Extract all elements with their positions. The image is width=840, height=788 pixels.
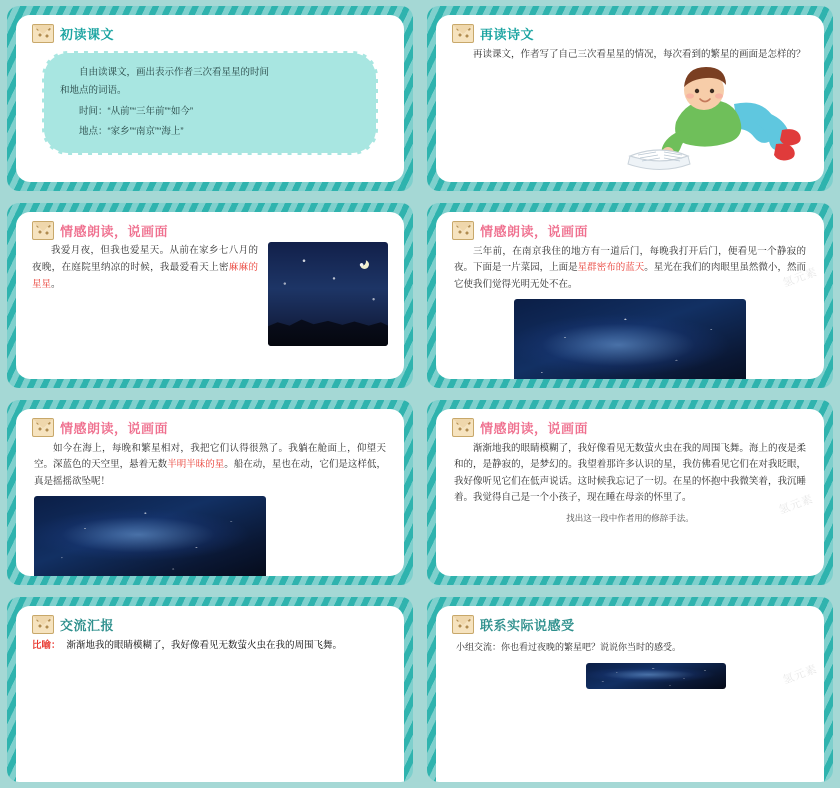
page-title: 交流汇报 <box>60 618 115 633</box>
slide-3-canvas <box>16 212 404 379</box>
page-title: 再读诗文 <box>480 27 535 42</box>
milky-way-photo <box>586 663 726 689</box>
slide-6-paragraph: 渐渐地我的眼睛模糊了，我好像看见无数萤火虫在我的周围飞舞。海上的夜是柔和的，是静寂的，是梦幻的。我望着那许多认识的星，我仿佛看见它们在对我眨眼，我好像听见它们在低声说话。这时候我忘记了一切。在星的怀抱中我微笑着，我沉睡着。我觉得自己是一个小孩子，现在睡在母亲的怀里了。 <box>454 443 806 503</box>
slide-5 <box>7 400 413 585</box>
slide-4 <box>427 203 833 388</box>
slide-7-canvas <box>16 606 404 782</box>
bubble-line-3: 时间：“从前”“三年前”“如今” <box>79 106 193 118</box>
slide-8 <box>427 597 833 782</box>
slide-7 <box>7 597 413 782</box>
text-plain-tail: 。 <box>51 279 61 291</box>
slide-5-canvas <box>16 409 404 576</box>
text-plain: 三年前，在南京我住的地方有一道后门，每晚我打开后门，便看见一个静寂的夜。下面是一片菜园，上面是 <box>454 246 806 274</box>
bubble-line-4: 地点：“家乡”“南京”“海上” <box>79 125 184 137</box>
envelope-icon <box>32 615 54 634</box>
watermark: 氢元素 <box>777 492 816 517</box>
instruction-bubble <box>42 51 378 155</box>
slide-2-header <box>436 15 824 43</box>
slide-3-content <box>16 240 404 346</box>
slide-1-header <box>16 15 404 43</box>
slide-3-header <box>16 212 404 240</box>
watermark: 氢元素 <box>781 265 820 290</box>
envelope-icon <box>452 221 474 240</box>
slide-6-note: 找出这一段中作者用的修辞手法。 <box>566 513 694 524</box>
envelope-icon <box>452 24 474 43</box>
moon-icon <box>357 257 366 266</box>
page-title: 联系实际说感受 <box>480 618 575 633</box>
page-title: 情感朗读，说画面 <box>480 224 589 239</box>
page-title: 情感朗读，说画面 <box>60 224 169 239</box>
page-title: 初读课文 <box>60 27 115 42</box>
bubble-line-1: 自由读课文，画出表示作者三次看星星的时间 <box>79 67 270 78</box>
slide-3-text <box>32 242 258 346</box>
slide-1-canvas <box>16 15 404 182</box>
slide-5-header <box>16 409 404 437</box>
text-plain: 如今在海上，每晚和繁星相对，我把它们认得很熟了。我躺在舱面上，仰望天空。深蓝色的天空里，悬着无数 <box>34 443 386 471</box>
text-plain-tail: 。船在动，星也在动，它们是这样低，真是摇摇欲坠呢！ <box>34 459 386 487</box>
slide-8-canvas <box>436 606 824 782</box>
slide-2 <box>427 6 833 191</box>
text-highlight: 麻麻的星星 <box>32 262 258 291</box>
compare-label: 比喻： <box>32 640 61 651</box>
envelope-icon <box>32 418 54 437</box>
night-sky-silhouette-photo <box>268 242 388 346</box>
text-plain-tail: 。星光在我们的肉眼里虽然微小，然而它使我们觉得光明无处不在。 <box>454 262 806 290</box>
slide-2-canvas <box>436 15 824 182</box>
milky-way-photo <box>514 299 746 379</box>
envelope-icon <box>452 615 474 634</box>
compare-text: 渐渐地我的眼睛模糊了，我好像看见无数萤火虫在我的周围飞舞。 <box>66 640 343 651</box>
slide-6-canvas <box>436 409 824 576</box>
slide-6 <box>427 400 833 585</box>
watermark: 氢元素 <box>781 662 820 687</box>
text-highlight: 星群密布的蓝天 <box>577 262 645 274</box>
text-highlight: 半明半昧的星 <box>167 459 225 471</box>
milky-way-photo <box>34 496 266 576</box>
slide-7-compare <box>16 634 404 655</box>
slide-4-text <box>436 240 824 293</box>
envelope-icon <box>32 221 54 240</box>
slide-4-header <box>436 212 824 240</box>
slide-8-group-text: 小组交流：你也看过夜晚的繁星吧？说说你当时的感受。 <box>456 642 682 652</box>
page-title: 情感朗读，说画面 <box>480 421 589 436</box>
slide-7-header <box>16 606 404 634</box>
bubble-line-2: 和地点的词语。 <box>60 84 127 96</box>
slide-5-text <box>16 437 404 490</box>
text-plain: 我爱月夜，但我也爱星天。从前在家乡七八月的夜晚，在庭院里纳凉的时候，我最爱看天上密 <box>32 245 258 274</box>
slide-1 <box>7 6 413 191</box>
page-title: 情感朗读，说画面 <box>60 421 169 436</box>
boy-reading-book-illustration <box>616 60 812 178</box>
slide-4-canvas <box>436 212 824 379</box>
slide-2-paragraph: 再读课文，作者写了自己三次看星星的情况，每次看到的繁星的画面是怎样的？ <box>473 49 806 60</box>
slide-3 <box>7 203 413 388</box>
envelope-icon <box>452 418 474 437</box>
slide-6-header <box>436 409 824 437</box>
envelope-icon <box>32 24 54 43</box>
slide-8-header <box>436 606 824 634</box>
